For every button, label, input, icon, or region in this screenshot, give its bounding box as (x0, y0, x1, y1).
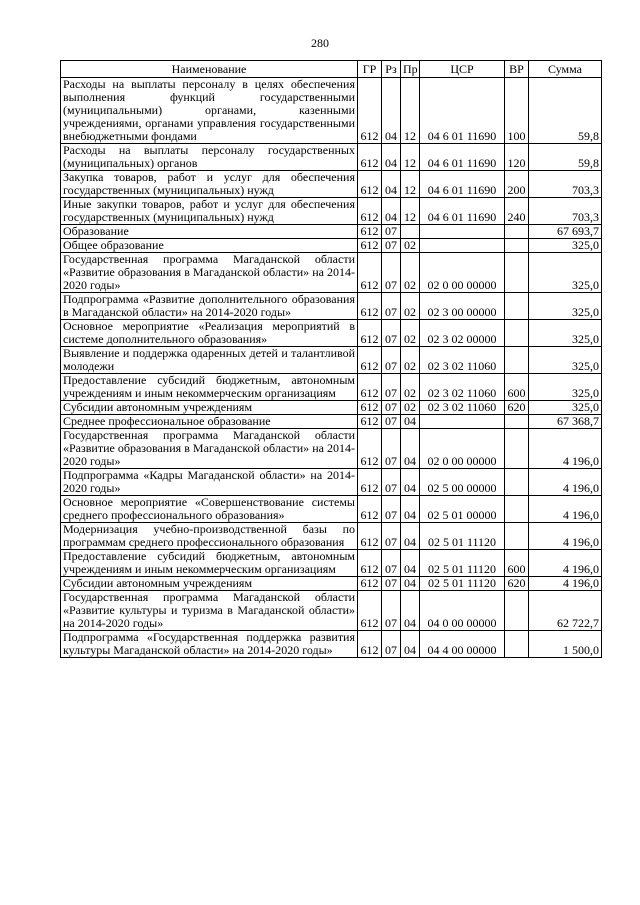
table-row (61, 347, 602, 374)
cell-vr (505, 591, 529, 631)
cell-pr: 04 (401, 469, 420, 496)
table-body (61, 78, 602, 658)
cell-pr: 04 (401, 429, 420, 469)
cell-gr: 612 (358, 591, 382, 631)
cell-pr: 02 (401, 239, 420, 253)
cell-name: Иные закупки товаров, работ и услуг для обеспечения государственных (муниципальных) нужд (61, 198, 358, 225)
cell-name: Расходы на выплаты персоналу государственных (муниципальных) органов (61, 144, 358, 171)
cell-gr: 612 (358, 550, 382, 577)
cell-vr: 200 (505, 171, 529, 198)
cell-rz: 07 (382, 320, 401, 347)
cell-csr: 02 3 02 11060 (420, 347, 505, 374)
cell-csr (420, 225, 505, 239)
cell-vr: 120 (505, 144, 529, 171)
cell-sum: 325,0 (529, 320, 602, 347)
cell-gr: 612 (358, 320, 382, 347)
cell-csr (420, 415, 505, 429)
cell-sum: 4 196,0 (529, 469, 602, 496)
cell-gr: 612 (358, 374, 382, 401)
table-row (61, 631, 602, 658)
cell-name: Подпрограмма «Государственная поддержка развития культуры Магаданской области» на 2014-2020 годы» (61, 631, 358, 658)
cell-name: Основное мероприятие «Совершенствование системы среднего профессионального образования» (61, 496, 358, 523)
cell-gr: 612 (358, 198, 382, 225)
cell-vr: 620 (505, 577, 529, 591)
table-row (61, 591, 602, 631)
cell-gr: 612 (358, 78, 382, 144)
cell-rz: 04 (382, 144, 401, 171)
cell-sum: 4 196,0 (529, 523, 602, 550)
cell-name: Модернизация учебно-производственной базы по программам среднего профессионального образования (61, 523, 358, 550)
cell-gr: 612 (358, 577, 382, 591)
cell-sum: 325,0 (529, 347, 602, 374)
cell-name: Среднее профессиональное образование (61, 415, 358, 429)
cell-rz: 07 (382, 374, 401, 401)
cell-rz: 07 (382, 347, 401, 374)
cell-name: Предоставление субсидий бюджетным, автономным учреждениям и иным некоммерческим организациям (61, 374, 358, 401)
table-row (61, 293, 602, 320)
cell-name: Расходы на выплаты персоналу в целях обеспечения выполнения функций государственными (муниципальными) органами, казенными учреждениями, органами управления государственными внебюджетными фондами (61, 78, 358, 144)
cell-sum: 325,0 (529, 293, 602, 320)
cell-pr: 04 (401, 577, 420, 591)
cell-name: Подпрограмма «Развитие дополнительного образования в Магаданской области» на 2014-2020 годы» (61, 293, 358, 320)
cell-sum: 67 368,7 (529, 415, 602, 429)
cell-csr: 02 5 01 11120 (420, 523, 505, 550)
table-row (61, 253, 602, 293)
cell-rz: 07 (382, 591, 401, 631)
cell-rz: 07 (382, 429, 401, 469)
cell-sum: 325,0 (529, 239, 602, 253)
cell-csr: 04 6 01 11690 (420, 78, 505, 144)
cell-gr: 612 (358, 496, 382, 523)
cell-rz: 07 (382, 550, 401, 577)
cell-rz: 07 (382, 469, 401, 496)
table-header-row (61, 61, 602, 78)
cell-gr: 612 (358, 523, 382, 550)
table-row (61, 550, 602, 577)
cell-csr: 02 5 01 00000 (420, 496, 505, 523)
column-header-rz: Рз (382, 61, 401, 78)
cell-pr: 02 (401, 253, 420, 293)
cell-name: Закупка товаров, работ и услуг для обеспечения государственных (муниципальных) нужд (61, 171, 358, 198)
cell-sum: 62 722,7 (529, 591, 602, 631)
cell-gr: 612 (358, 171, 382, 198)
cell-sum: 4 196,0 (529, 429, 602, 469)
cell-gr: 612 (358, 253, 382, 293)
page-number: 280 (311, 36, 329, 50)
cell-gr: 612 (358, 239, 382, 253)
table-row (61, 225, 602, 239)
cell-pr: 04 (401, 550, 420, 577)
cell-vr: 600 (505, 374, 529, 401)
table-row (61, 78, 602, 144)
cell-sum: 703,3 (529, 198, 602, 225)
cell-name: Субсидии автономным учреждениям (61, 401, 358, 415)
cell-rz: 04 (382, 171, 401, 198)
cell-csr: 02 3 00 00000 (420, 293, 505, 320)
cell-pr: 12 (401, 78, 420, 144)
cell-pr: 02 (401, 401, 420, 415)
cell-sum: 4 196,0 (529, 496, 602, 523)
budget-table (60, 60, 602, 658)
cell-vr (505, 347, 529, 374)
table-row (61, 496, 602, 523)
cell-csr: 04 6 01 11690 (420, 198, 505, 225)
table-row (61, 523, 602, 550)
cell-sum: 325,0 (529, 401, 602, 415)
cell-csr (420, 239, 505, 253)
cell-name: Государственная программа Магаданской области «Развитие культуры и туризма в Магаданской области» на 2014-2020 годы» (61, 591, 358, 631)
cell-pr: 04 (401, 591, 420, 631)
column-header-gr: ГР (358, 61, 382, 78)
cell-csr: 04 0 00 00000 (420, 591, 505, 631)
cell-rz: 07 (382, 225, 401, 239)
cell-pr: 02 (401, 293, 420, 320)
cell-rz: 07 (382, 253, 401, 293)
cell-pr: 04 (401, 523, 420, 550)
table-row (61, 171, 602, 198)
cell-sum: 1 500,0 (529, 631, 602, 658)
cell-pr: 02 (401, 374, 420, 401)
cell-rz: 07 (382, 496, 401, 523)
cell-gr: 612 (358, 415, 382, 429)
cell-vr: 100 (505, 78, 529, 144)
cell-vr: 620 (505, 401, 529, 415)
cell-vr (505, 496, 529, 523)
cell-name: Предоставление субсидий бюджетным, автономным учреждениям и иным некоммерческим организациям (61, 550, 358, 577)
cell-vr (505, 631, 529, 658)
cell-pr (401, 225, 420, 239)
table-row (61, 415, 602, 429)
cell-vr (505, 469, 529, 496)
cell-csr: 04 6 01 11690 (420, 144, 505, 171)
table-row (61, 401, 602, 415)
cell-gr: 612 (358, 347, 382, 374)
cell-pr: 12 (401, 198, 420, 225)
cell-sum: 59,8 (529, 144, 602, 171)
cell-gr: 612 (358, 225, 382, 239)
cell-csr: 02 0 00 00000 (420, 253, 505, 293)
cell-rz: 07 (382, 293, 401, 320)
cell-sum: 4 196,0 (529, 550, 602, 577)
cell-sum: 703,3 (529, 171, 602, 198)
cell-vr: 600 (505, 550, 529, 577)
cell-name: Основное мероприятие «Реализация мероприятий в системе дополнительного образования» (61, 320, 358, 347)
cell-pr: 02 (401, 320, 420, 347)
table-row (61, 374, 602, 401)
cell-pr: 12 (401, 144, 420, 171)
cell-name: Подпрограмма «Кадры Магаданской области» на 2014-2020 годы» (61, 469, 358, 496)
cell-vr (505, 320, 529, 347)
table-row (61, 239, 602, 253)
cell-csr: 02 0 00 00000 (420, 429, 505, 469)
cell-name: Субсидии автономным учреждениям (61, 577, 358, 591)
cell-csr: 02 3 02 11060 (420, 374, 505, 401)
cell-csr: 02 3 02 00000 (420, 320, 505, 347)
cell-gr: 612 (358, 144, 382, 171)
column-header-csr: ЦСР (420, 61, 505, 78)
cell-vr (505, 523, 529, 550)
table-row (61, 577, 602, 591)
cell-vr (505, 225, 529, 239)
cell-vr: 240 (505, 198, 529, 225)
cell-csr: 02 5 01 11120 (420, 577, 505, 591)
cell-gr: 612 (358, 469, 382, 496)
cell-name: Государственная программа Магаданской области «Развитие образования в Магаданской области» на 2014-2020 годы» (61, 253, 358, 293)
cell-vr (505, 293, 529, 320)
cell-pr: 04 (401, 415, 420, 429)
column-header-vr: ВР (505, 61, 529, 78)
cell-rz: 07 (382, 239, 401, 253)
cell-gr: 612 (358, 293, 382, 320)
column-header-pr: Пр (401, 61, 420, 78)
cell-rz: 07 (382, 415, 401, 429)
table-row (61, 198, 602, 225)
table-row (61, 429, 602, 469)
cell-pr: 04 (401, 631, 420, 658)
cell-sum: 325,0 (529, 253, 602, 293)
cell-csr: 04 4 00 00000 (420, 631, 505, 658)
cell-sum: 67 693,7 (529, 225, 602, 239)
column-header-sum: Сумма (529, 61, 602, 78)
cell-name: Общее образование (61, 239, 358, 253)
cell-name: Образование (61, 225, 358, 239)
cell-vr (505, 253, 529, 293)
cell-name: Государственная программа Магаданской области «Развитие образования в Магаданской области» на 2014-2020 годы» (61, 429, 358, 469)
cell-sum: 4 196,0 (529, 577, 602, 591)
cell-name: Выявление и поддержка одаренных детей и талантливой молодежи (61, 347, 358, 374)
cell-rz: 07 (382, 401, 401, 415)
cell-vr (505, 429, 529, 469)
column-header-name: Наименование (61, 61, 358, 78)
cell-csr: 04 6 01 11690 (420, 171, 505, 198)
cell-rz: 07 (382, 523, 401, 550)
cell-gr: 612 (358, 429, 382, 469)
cell-rz: 07 (382, 577, 401, 591)
cell-csr: 02 5 00 00000 (420, 469, 505, 496)
cell-pr: 04 (401, 496, 420, 523)
cell-csr: 02 5 01 11120 (420, 550, 505, 577)
cell-pr: 02 (401, 347, 420, 374)
cell-vr (505, 415, 529, 429)
table-row (61, 469, 602, 496)
cell-rz: 04 (382, 78, 401, 144)
cell-gr: 612 (358, 401, 382, 415)
cell-pr: 12 (401, 171, 420, 198)
cell-sum: 325,0 (529, 374, 602, 401)
cell-sum: 59,8 (529, 78, 602, 144)
table-row (61, 320, 602, 347)
cell-gr: 612 (358, 631, 382, 658)
table-row (61, 144, 602, 171)
cell-csr: 02 3 02 11060 (420, 401, 505, 415)
cell-rz: 07 (382, 631, 401, 658)
cell-vr (505, 239, 529, 253)
cell-rz: 04 (382, 198, 401, 225)
